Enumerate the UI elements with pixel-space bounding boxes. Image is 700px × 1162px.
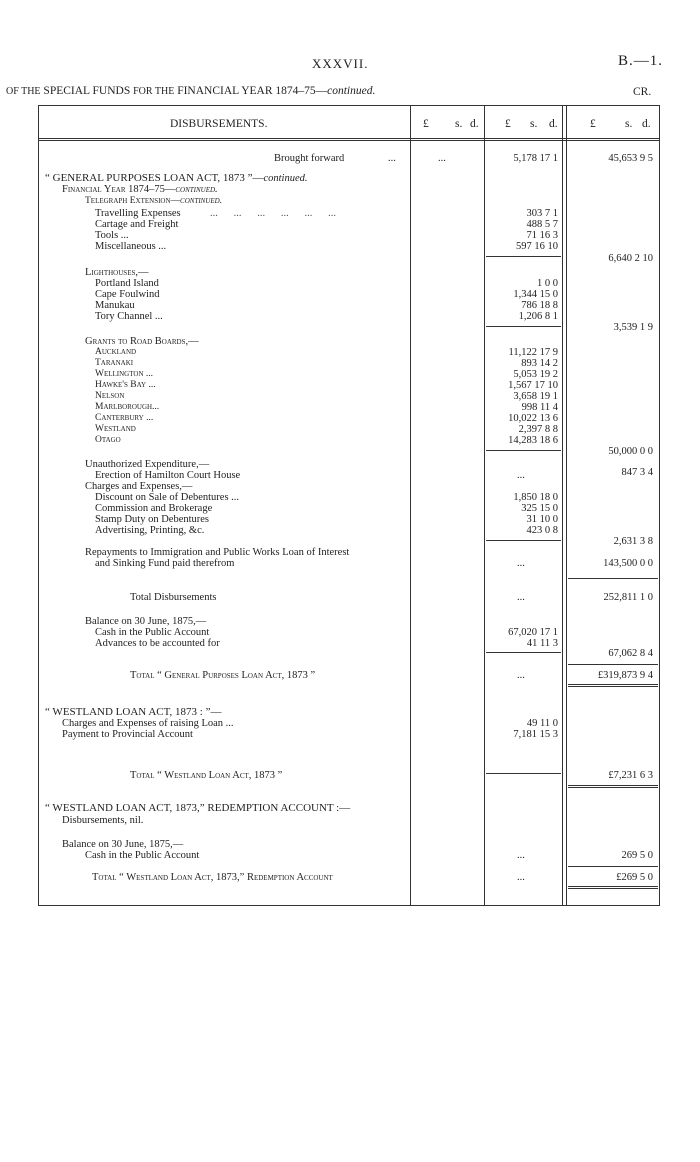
row-text: Hawke's Bay ... xyxy=(95,380,156,390)
grand-total: £269 5 0 xyxy=(616,872,653,883)
amount: 1,567 17 10 xyxy=(508,380,558,391)
amount: 2,397 8 8 xyxy=(518,424,558,435)
section-heading: “ WESTLAND LOAN ACT, 1873 : ”— xyxy=(45,706,222,718)
row-text: Cartage and Freight xyxy=(95,219,179,230)
row-text: Repayments to Immigration and Public Works Loan of Interest xyxy=(85,547,350,558)
row-text: Charges and Expenses of raising Loan ... xyxy=(62,718,234,729)
amount: 67,062 8 4 xyxy=(608,648,653,659)
page-title: OF THE SPECIAL FUNDS FOR THE FINANCIAL YEAR 1874–75—continued. xyxy=(6,85,376,97)
subheading: Grants to Road Boards,— xyxy=(85,336,199,347)
amount: 269 5 0 xyxy=(621,850,653,861)
amount: 5,178 17 1 xyxy=(513,153,558,164)
total-label: Total “ General Purposes Loan Act, 1873 ” xyxy=(130,670,316,681)
col-sep-1 xyxy=(410,105,411,905)
amount: 14,283 18 6 xyxy=(508,435,558,446)
c1-pound: £ xyxy=(423,118,429,130)
row-text: Otago xyxy=(95,435,121,445)
page-number: XXXVII. xyxy=(312,56,369,71)
row-text: Discount on Sale of Debentures ... xyxy=(95,492,240,503)
subheading: Telegraph Extension—continued. xyxy=(85,196,223,206)
row-text: Commission and Brokerage xyxy=(95,503,213,514)
amount: 50,000 0 0 xyxy=(608,446,653,457)
row-text: Disbursements, nil. xyxy=(62,815,144,826)
amount: 41 11 3 xyxy=(526,638,558,649)
amount: 45,653 9 5 xyxy=(608,153,653,164)
amount: 143,500 0 0 xyxy=(603,558,653,569)
row-text: Travelling Expenses xyxy=(95,208,181,219)
row-text: Advertising, Printing, &c. xyxy=(95,525,205,536)
row-text: and Sinking Fund paid therefrom xyxy=(95,558,235,569)
amount: 3,658 19 1 xyxy=(513,391,558,402)
row-text: Nelson xyxy=(95,391,125,401)
amount: 67,020 17 1 xyxy=(508,627,558,638)
row-text: Payment to Provincial Account xyxy=(62,729,193,740)
row-text: Portland Island xyxy=(95,278,159,289)
row-text: Tory Channel ... xyxy=(95,311,163,322)
row-text: Erection of Hamilton Court House xyxy=(95,470,241,481)
amount: 11,122 17 9 xyxy=(508,347,558,358)
row-text: Wellington ... xyxy=(95,369,153,379)
page-reference: B.—1. xyxy=(618,53,664,69)
amount: 1,206 8 1 xyxy=(518,311,558,322)
amount: 786 18 8 xyxy=(521,300,558,311)
amount: 488 5 7 xyxy=(526,219,558,230)
amount: 423 0 8 xyxy=(526,525,558,536)
amount: 893 14 2 xyxy=(521,358,558,369)
total-label: Total Disbursements xyxy=(130,592,217,603)
amount: 1 0 0 xyxy=(537,278,558,289)
amount: 303 7 1 xyxy=(526,208,558,219)
amount: 998 11 4 xyxy=(521,402,558,413)
grand-total: £7,231 6 3 xyxy=(608,770,653,781)
amount: 597 16 10 xyxy=(516,241,558,252)
c2-pound: £ xyxy=(505,118,511,130)
row-text: Advances to be accounted for xyxy=(95,638,220,649)
row-text: Tools ... xyxy=(95,230,129,241)
disbursements-heading: DISBURSEMENTS. xyxy=(170,118,268,130)
subheading: Balance on 30 June, 1875,— xyxy=(85,616,207,627)
total-label: Total “ Westland Loan Act, 1873,” Redemption Account xyxy=(92,872,333,883)
section-heading: “ GENERAL PURPOSES LOAN ACT, 1873 ”—continued. xyxy=(45,172,308,184)
total-label: Total “ Westland Loan Act, 1873 ” xyxy=(130,770,283,781)
amount: 325 15 0 xyxy=(521,503,558,514)
amount: 10,022 13 6 xyxy=(508,413,558,424)
row-text: Miscellaneous ... xyxy=(95,241,167,252)
row-text: Stamp Duty on Debentures xyxy=(95,514,210,525)
row-text: Manukau xyxy=(95,300,135,311)
c3-pound: £ xyxy=(590,118,596,130)
amount: 3,539 1 9 xyxy=(613,322,653,333)
amount: 2,631 3 8 xyxy=(613,536,653,547)
subheading: Balance on 30 June, 1875,— xyxy=(62,839,184,850)
amount: 49 11 0 xyxy=(526,718,558,729)
credit-side-label: CR. xyxy=(633,86,652,98)
row-text: Marlborough... xyxy=(95,402,160,412)
amount: 1,850 18 0 xyxy=(513,492,558,503)
col-sep-3 xyxy=(562,105,563,905)
grand-total: £319,873 9 4 xyxy=(597,670,653,681)
amount: 31 10 0 xyxy=(526,514,558,525)
amount: 1,344 15 0 xyxy=(513,289,558,300)
subheading: Financial Year 1874–75—continued. xyxy=(62,184,218,195)
section-heading: “ WESTLAND LOAN ACT, 1873,” REDEMPTION ACCOUNT :— xyxy=(45,802,351,814)
row-text: Canterbury ... xyxy=(95,413,154,423)
amount: 5,053 19 2 xyxy=(513,369,558,380)
row-text: Brought forward xyxy=(274,153,345,164)
row-text: Taranaki xyxy=(95,358,134,368)
subheading: Lighthouses,— xyxy=(85,267,149,278)
row-text: Cash in the Public Account xyxy=(85,850,200,861)
table-bottom-rule xyxy=(38,905,660,906)
amount: 847 3 4 xyxy=(621,467,653,478)
row-text: Auckland xyxy=(95,347,137,357)
subheading: Unauthorized Expenditure,— xyxy=(85,459,210,470)
amount: 71 16 3 xyxy=(526,230,558,241)
subheading: Charges and Expenses,— xyxy=(85,481,193,492)
col-sep-2 xyxy=(484,105,485,905)
row-text: Cash in the Public Account xyxy=(95,627,210,638)
row-text: Westland xyxy=(95,424,136,434)
amount: 6,640 2 10 xyxy=(608,253,653,264)
row-text: Cape Foulwind xyxy=(95,289,160,300)
amount: 7,181 15 3 xyxy=(513,729,558,740)
amount: 252,811 1 0 xyxy=(603,592,653,603)
